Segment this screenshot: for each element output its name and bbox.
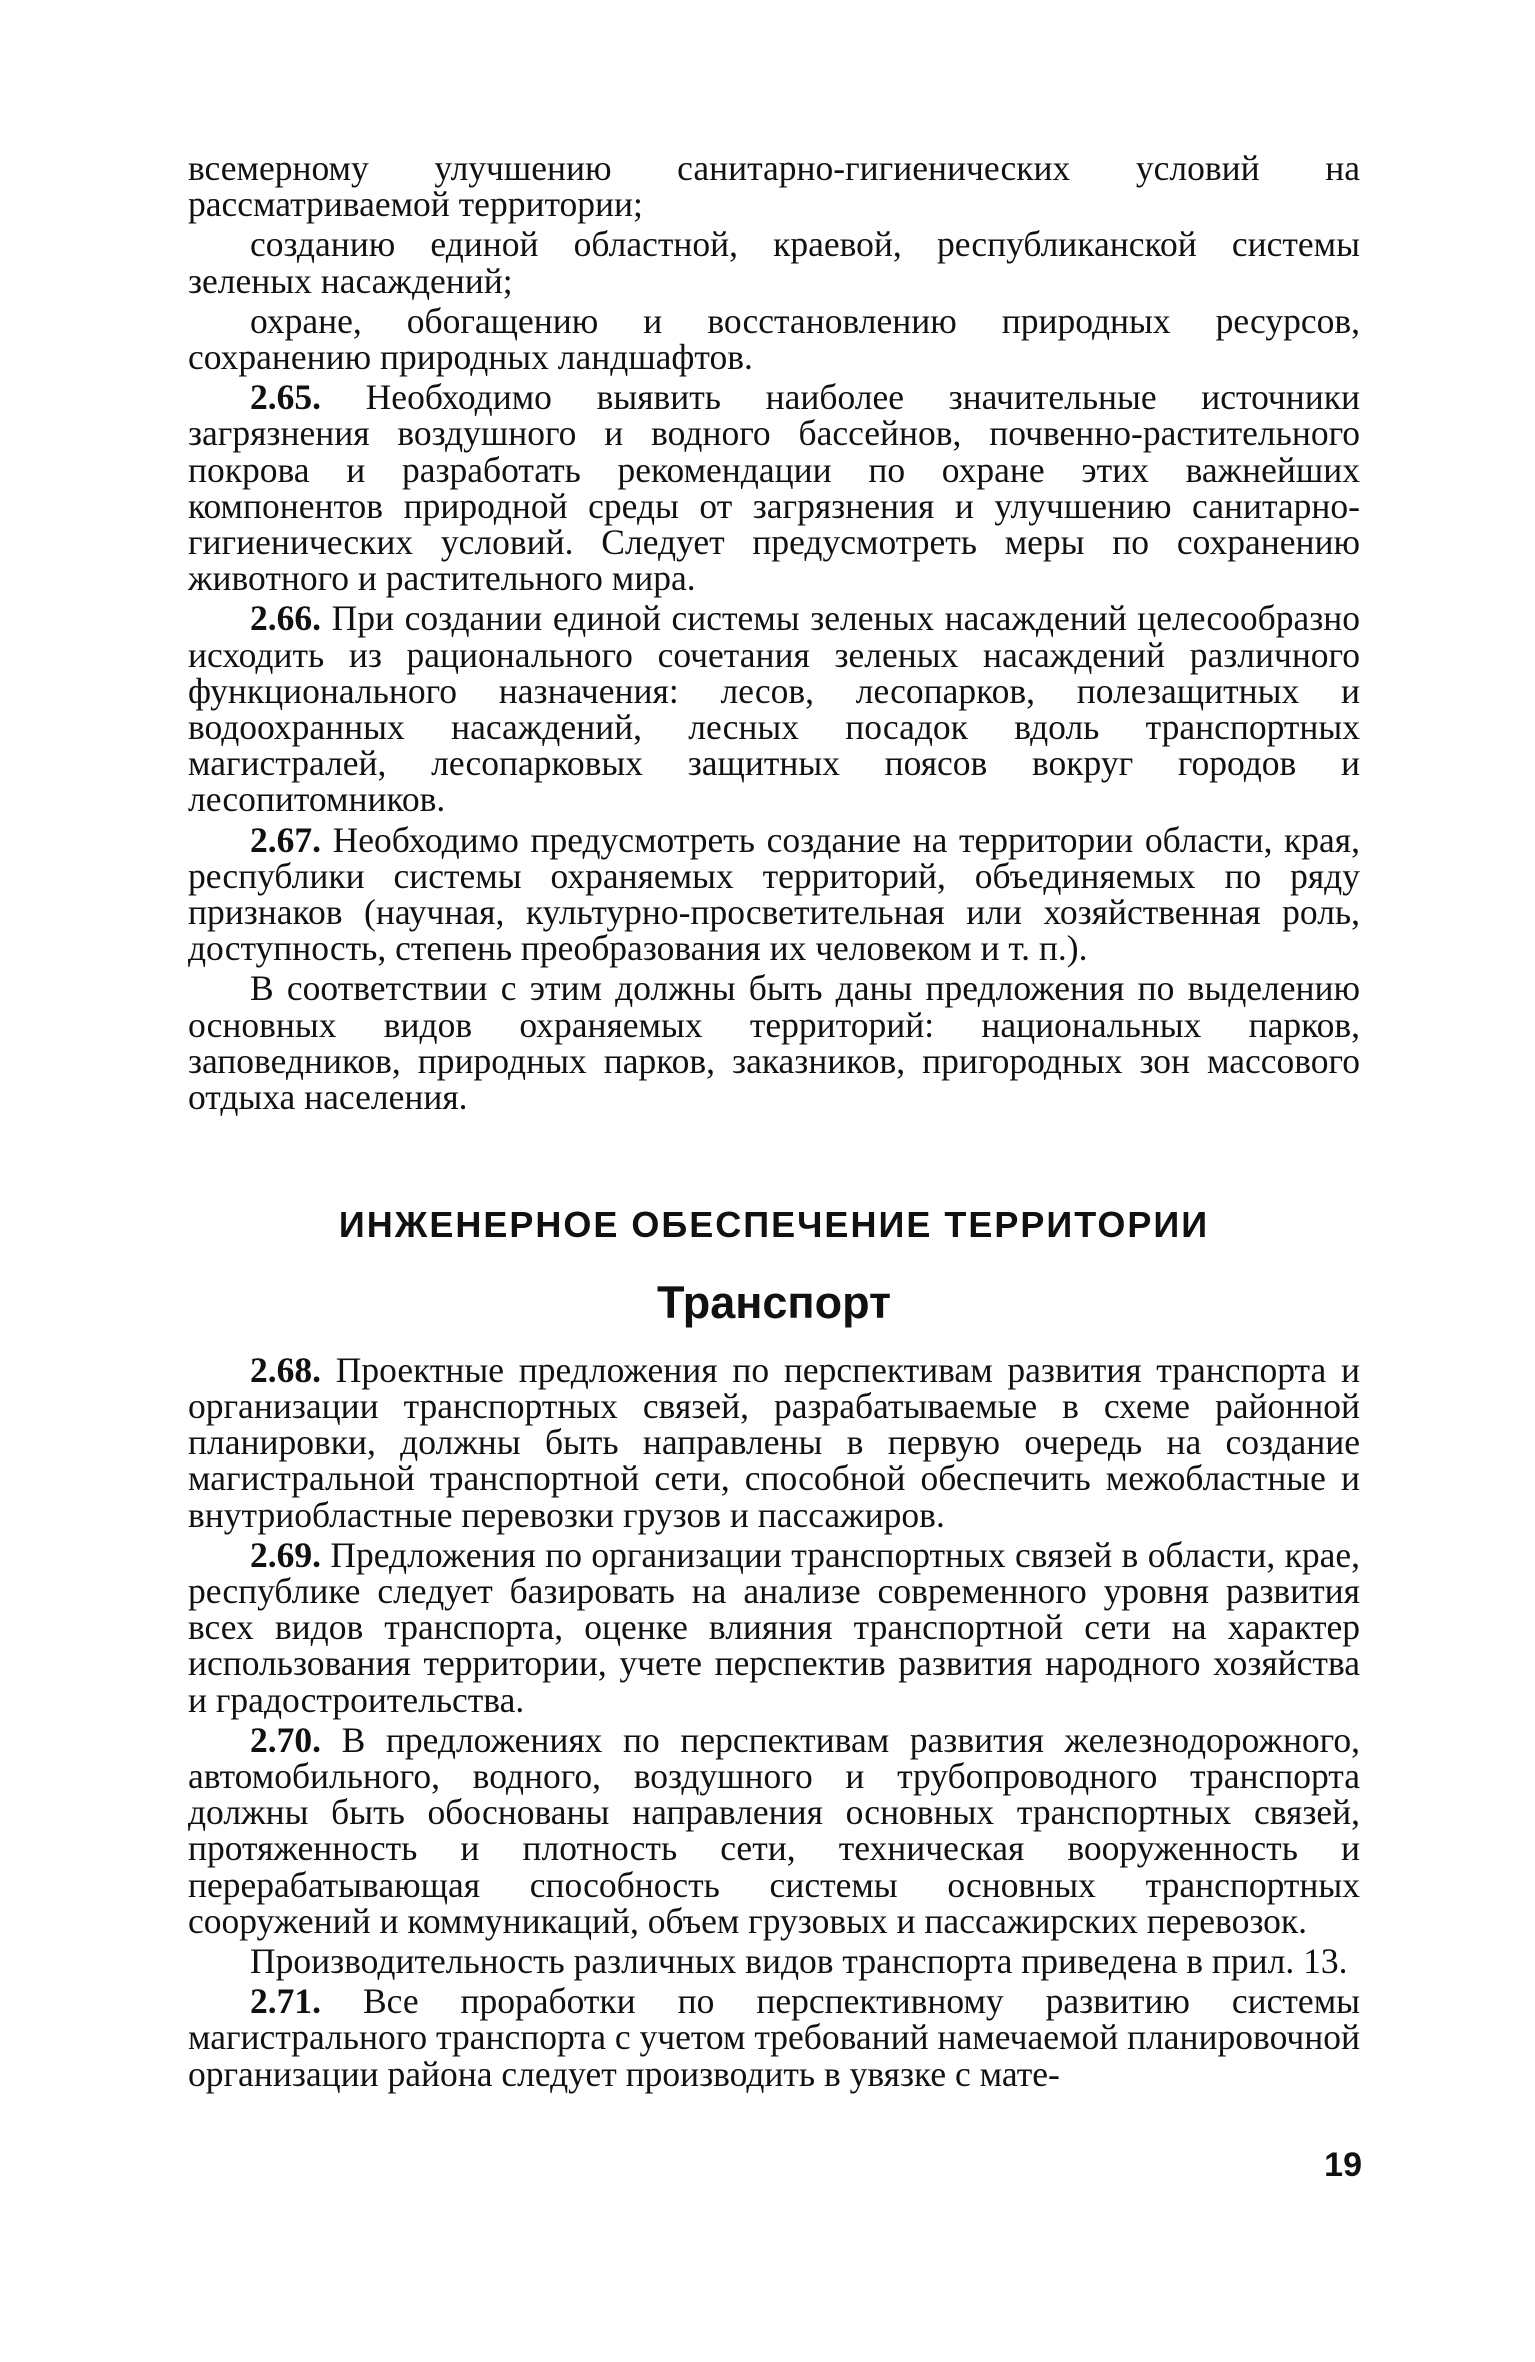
paragraph-text: Производительность различных видов транспорта приведена в прил. 13. xyxy=(250,1940,1348,1981)
paragraph xyxy=(188,300,1360,378)
paragraph-text: Предложения по организации транспортных связей в области, крае, республике следует базировать на анализе современного уровня развития всех видов транспорта, оценке влияния транспортной сети на характер использования территории, учете перспектив развития народного хозяйства и градостроительства. xyxy=(188,1534,1360,1720)
page-text xyxy=(188,150,1360,2096)
paragraph xyxy=(188,148,1360,225)
paragraph xyxy=(188,1349,1360,1535)
clause-number: 2.70. xyxy=(250,1719,321,1760)
clause-number: 2.69. xyxy=(250,1534,321,1575)
paragraph-text: всемерному улучшению санитарно-гигиенических условий на рассматриваемой территории; xyxy=(188,148,1360,225)
paragraph xyxy=(188,1983,1360,2092)
sub-heading: Транспорт xyxy=(656,1277,892,1329)
paragraph-text: Необходимо выявить наиболее значительные источники загрязнения воздушного и водного бассейнов, почвенно-растительного покрова и разработать рекомендации по охране этих важнейших компонентов природной среды от загрязнения и улучшению санитарно-гигиенических условий. Следует предусмотреть меры по сохранению животного и растительного мира. xyxy=(188,377,1361,599)
top-paragraphs xyxy=(188,148,1361,1118)
paragraph xyxy=(188,1534,1360,1720)
clause-number: 2.71. xyxy=(250,1981,321,2022)
paragraph xyxy=(188,1940,1360,1981)
paragraph-text: В соответствии с этим должны быть даны предложения по выделению основных видов охраняемых территорий: национальных парков, заповедников, природных парков, заказников, пригородных зон массового отдыха населения. xyxy=(188,968,1360,1118)
bottom-paragraphs xyxy=(188,1349,1361,2094)
page-number: 19 xyxy=(1324,2146,1362,2184)
paragraph xyxy=(188,968,1360,1118)
paragraph-text: созданию единой областной, краевой, республиканской системы зеленых насаждений; xyxy=(188,224,1360,301)
paragraph-text: В предложениях по перспективам развития железнодорожного, автомобильного, водного, воздушного и трубопроводного транспорта должны быть обоснованы направления основных транспортных связей, протяженность и плотность сети, техническая вооруженность и перерабатывающая способность системы основных транспортных сооружений и коммуникаций, объем грузовых и пассажирских перевозок. xyxy=(188,1719,1360,1941)
paragraph xyxy=(188,224,1360,301)
paragraph xyxy=(188,377,1361,599)
clause-number: 2.66. xyxy=(250,598,321,639)
paragraph-text: При создании единой системы зеленых насаждений целесообразно исходить из рационального сочетания зеленых насаждений различного функционального назначения: лесов, лесопарков, полезащитных и водоохранных насаждений, лесных посадок вдоль транспортных магистралей, лесопарковых защитных поясов вокруг городов и лесопитомников. xyxy=(188,598,1360,820)
paragraph xyxy=(188,1719,1360,1941)
clause-number: 2.65. xyxy=(250,377,321,418)
paragraph-text: Проектные предложения по перспективам развития транспорта и организации транспортных связей, разрабатываемые в схеме районной планировки, должны быть направлены в первую очередь на создание магистральной транспортной сети, способной обеспечить межобластные и внутриобластные перевозки грузов и пассажиров. xyxy=(188,1349,1360,1535)
paragraph xyxy=(188,819,1361,969)
section-heading: ИНЖЕНЕРНОЕ ОБЕСПЕЧЕНИЕ ТЕРРИТОРИИ xyxy=(338,1204,1210,1246)
clause-number: 2.67. xyxy=(250,819,321,860)
paragraph xyxy=(188,598,1360,820)
paragraph-text: Все проработки по перспективному развитию системы магистрального транспорта с учетом требований намечаемой планировочной организации района следует производить в увязке с мате- xyxy=(188,1981,1361,2094)
clause-number: 2.68. xyxy=(250,1349,321,1390)
paragraph-text: Необходимо предусмотреть создание на территории области, края, республики системы охраняемых территорий, объединяемых по ряду признаков (научная, культурно-просветительная или хозяйственная роль, доступность, степень преобразования их человеком и т. п.). xyxy=(188,819,1361,969)
paragraph-text: охране, обогащению и восстановлению природных ресурсов, сохранению природных ландшафтов. xyxy=(188,300,1360,378)
